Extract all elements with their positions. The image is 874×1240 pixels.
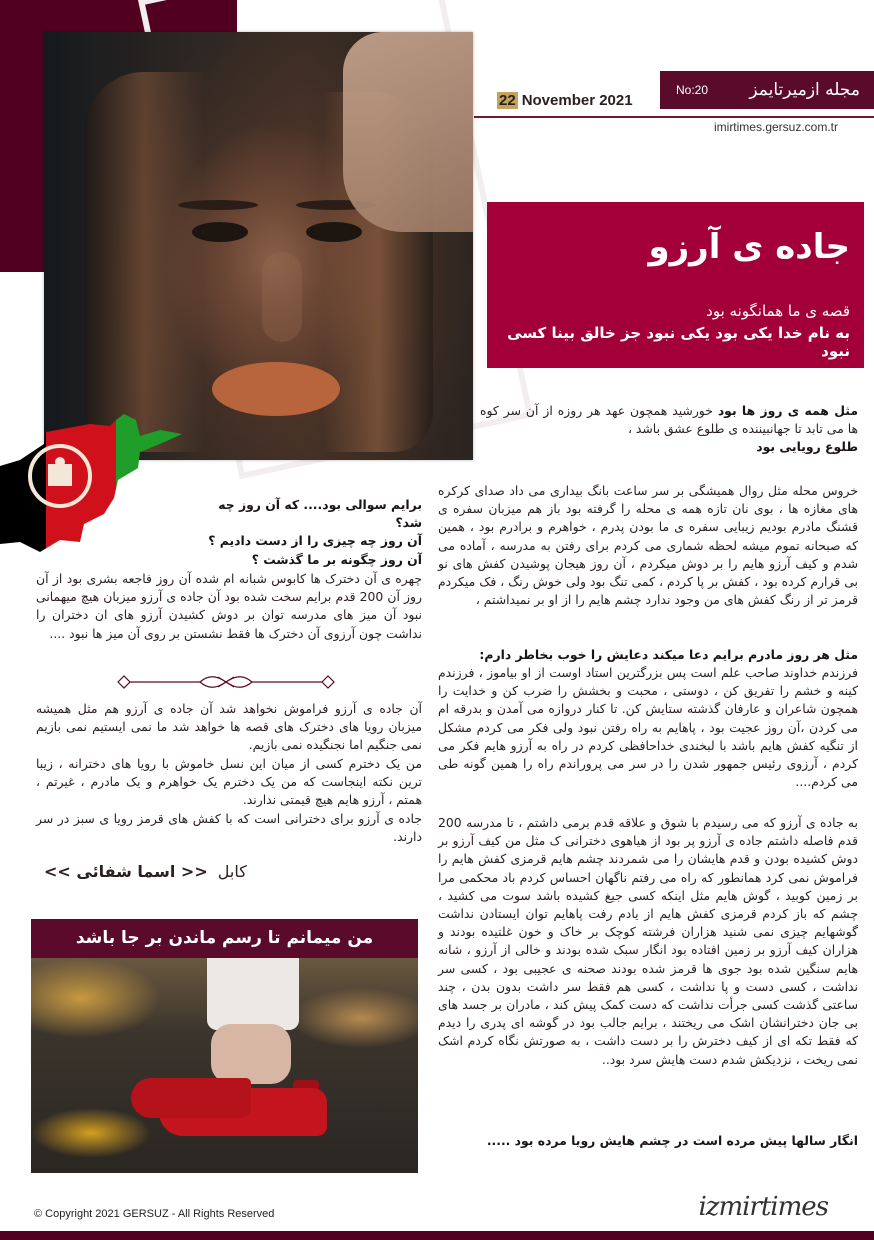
photo-hand	[343, 32, 473, 232]
question-3: آن روز چگونه بر ما گذشت ؟	[251, 551, 422, 567]
signature-city: کابل	[217, 862, 247, 881]
photo-brow	[178, 200, 258, 210]
article-subtitle-bold: به نام خدا یکی بود یکی نبود جز خالق بینا کسی نبود	[507, 324, 850, 360]
body-paragraph-1: خروس محله مثل روال همیشگی بر سر ساعت بانگ بیداری می داد صدای کرکره های مغازه ها ، بوی نان تازه همه ی محله را گرفته بود باز هم میزبان سفره ی قشنگ مادرم بودیم زیبایی سفره ی ما بودن پدرم ، خواهرم و برادرم بود ، همین که صبحانه تموم میشه لحظه شماری می کردم برای رفتن به مدرسه ، آماده می شدم و کیف آرزو هایم را بر دوش میکردم ، آن روز هیجان پوشیدن کفش های نو بی قرارم کرده بود ، کفش بر پا کردم ، کمی تنگ بود ولی خوش رنگ ، فک میکردم قرمز تر از رنگ کفش های من وجود ندارد چشم هایم را از او بر نمیداشتم ،	[438, 483, 858, 608]
intro-paragraph	[480, 402, 858, 457]
hero-portrait-photo	[44, 32, 473, 460]
photo-eye	[306, 222, 362, 242]
afghanistan-flag-map-icon	[0, 414, 190, 574]
copyright-text: © Copyright 2021 GERSUZ - All Rights Reserved	[34, 1208, 275, 1220]
signature-author: << اسما شفائی >>	[44, 862, 208, 881]
photo-hair-left	[84, 72, 204, 452]
article-subtitle: قصه ی ما همانگونه بود	[706, 302, 850, 320]
photo-nose	[262, 252, 302, 342]
article-title-box	[487, 202, 864, 368]
date-day: 22	[499, 92, 516, 109]
issue-number: No:20	[676, 83, 709, 97]
author-signature	[44, 862, 247, 881]
question-2: آن روز چه چیزی را از دست دادیم ؟	[208, 533, 422, 549]
left-paragraph-4: جاده ی آرزو برای دخترانی است که با کفش های قرمز رویا ی سبز در سر دارند.	[36, 811, 422, 845]
intro-text: خورشید همچون عهد هر روزه از آن سر کوه ها می تابد تا جهانبیننده ی طلوع عشق باشد ،	[480, 403, 858, 437]
quote-banner: من میمانم تا رسم ماندن بر جا باشد	[31, 919, 418, 958]
prayer-heading: مثل هر روز مادرم برایم دعا میکند دعایش را خوب بخاطر دارم:	[479, 647, 858, 662]
ornamental-divider-icon	[116, 673, 336, 691]
magazine-header-box	[660, 71, 874, 109]
body-paragraph-2: فرزندم خداوند صاحب علم است پس بزرگترین استاد اوست از او بیاموز ، فرزندم کینه و خشم را تفریق کن ، دوستی ، محبت و بخشش را ضرب کن و خدایت را همچون شاعران و عارفان گذشته ستایش کن. تا کنار دروازه می آمدن و بدرقه ام می کردن ،آن روز عجیت بود ، پاهایم به راه رفتن نبود ولی فکر می کردم مشکل از تنگیه کفش هایم باشد با لبخندی خداحافظی کردم در راه به آرزو هایم فکر می کردم ، آرزوی رئیس جمهور شدن را در سر می پروراندم راه را همین گونه طی می کردم....	[438, 665, 858, 790]
left-paragraph-1: چهره ی آن دخترک ها کابوس شبانه ام شده آن روز فاجعه بشری بود از آن روز آن 200 قدم برایم سخت شده بود آن جاده ی آرزو میزبان هیچ میهمانی نبود آن میز های مدرسه توان بر دوش کشیدن آرزو های ان دختران را نداشت چون آرزوی آن دخترک ها فقط نشستن بر روی آن میز ها نبود ....	[36, 571, 422, 641]
question-1: برایم سوالی بود.... که آن روز چه شد؟	[218, 497, 422, 531]
left-paragraph-2: آن جاده ی آرزو فراموش نخواهد شد آن جاده ی آرزو هم مثل همیشه میزبان رویا های دخترک های قصه ها خواهد شد ما نمی ایستیم نمی بازیم نمی جنگیم اما نجنگیده نمی بازیم.	[36, 701, 422, 753]
magazine-title: مجله ازمیرتایمز	[749, 80, 860, 100]
izmirtimes-logo: izmirtimes	[698, 1192, 828, 1222]
red-shoes-photo	[31, 958, 418, 1173]
intro-bold-end: طلوع رویایی بود	[756, 439, 858, 455]
photo-eye	[192, 222, 248, 242]
questions-block	[200, 496, 422, 569]
body-paragraph-3: به جاده ی آرزو که می رسیدم با شوق و علاقه قدم برمی داشتم ، تا مدرسه 200 قدم فاصله داشتم جاده ی آرزو پر بود از هیاهوی دخترانی ک مثل من کیف آرزو بر دوش کشیده بودن و قدم هایشان را می شمردند چشم هایم قرمزی کفش هایم را فراموش نمی کرد همانطور که راه می رفتم ناگهان احساس کردم باد محکمی مرا بر زمین کوبید ، گوش هایم مثل اینکه کسی جیغ کشیده باشد سوت می کشید ، چشم که باز کردم قرمزی کفش هایم از یادم رفت پاهایم توان ایستادن نداشت گوشهایم چیزی نمی شنید هزاران فرشته کوچک بر خاک و خون غلتیده بودند و هزاران کیف آرزو بر زمین افتاده بود انگار سبک شده بودند و خالی از آرزو ، شانه هایم سنگین شده بود جوی ها قرمز شده بودند صحنه ی عجیبی بود ، کسی سر نداشت ، کسی دست و پا نداشت ، کسی هم فقط سر داشت بدون بدن ، چند ساعتی گذشت کسی جرأت نداشت که دست کمک پیش کند ، مادران بر جسد های بی جان دخترانشان اشک می ریختند ، برایم جالب بود در گوشه ای پدری را دیدم که فقط تکه ای از کیف دخترش را بر دست داشت ، به صورتش نگاه کردم اشک نمی ریخت ، نزدیکش شدم دست هایش سرد بود..	[438, 815, 858, 1067]
photo-lips	[212, 362, 340, 416]
date-month-year: November 2021	[521, 92, 633, 109]
intro-bold-lead: مثل همه ی روز ها بود	[717, 403, 859, 418]
closing-line: انگار سالها پیش مرده است در چشم هایش رویا مرده بود .....	[486, 1133, 858, 1148]
footer-bar	[0, 1231, 874, 1240]
photo-ankle	[211, 1024, 291, 1084]
photo-shoe	[131, 1078, 251, 1118]
photo-pants	[207, 958, 299, 1030]
article-title: جاده ی آرزو	[648, 227, 850, 267]
header-divider	[474, 116, 874, 118]
left-paragraph-3: من یک دخترم کسی از میان این نسل خاموش با رویا های دخترانه ، زیبا ترین نکته اینجاست که من یک دخترم یک خواهرم و یک مادرم ، غیرتم ، همتم ، آرزو هایم هیچ قیمتی ندارند.	[36, 756, 422, 808]
issue-date	[497, 92, 633, 109]
site-url-link[interactable]: imirtimes.gersuz.com.tr	[713, 120, 838, 134]
